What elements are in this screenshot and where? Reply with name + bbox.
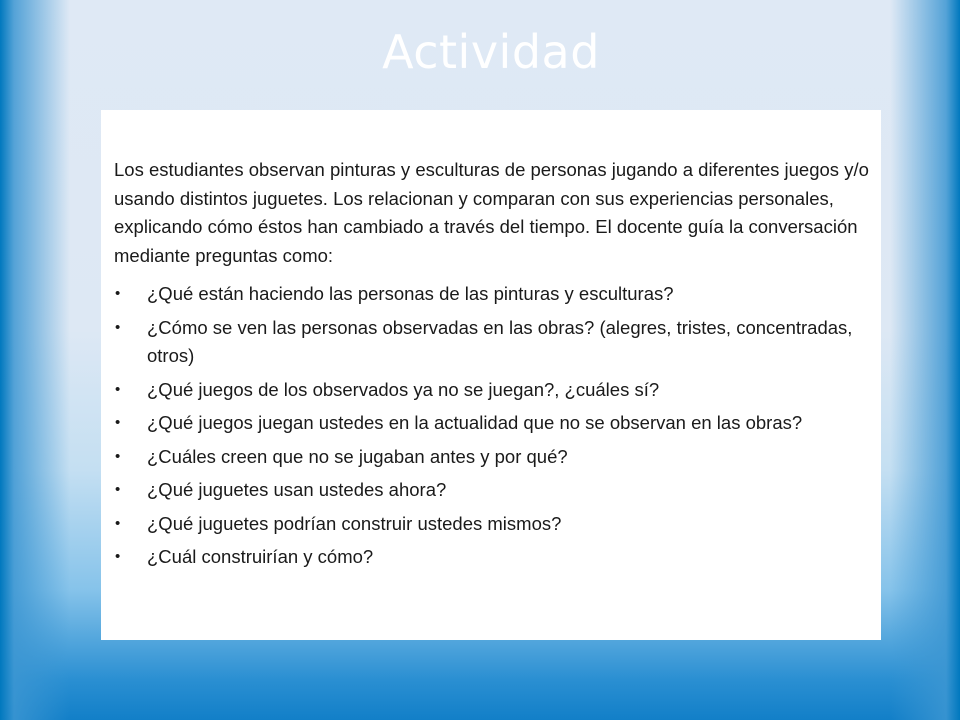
question-item bbox=[114, 443, 869, 472]
question-item bbox=[114, 314, 869, 371]
bullet-icon: • bbox=[115, 285, 121, 302]
question-text: ¿Qué están haciendo las personas de las pinturas y esculturas? bbox=[147, 283, 674, 304]
bullet-icon: • bbox=[115, 414, 121, 431]
question-text: ¿Cuál construirían y cómo? bbox=[147, 546, 374, 567]
question-item bbox=[114, 376, 869, 405]
question-text: ¿Qué juegos juegan ustedes en la actualidad que no se observan en las obras? bbox=[147, 412, 803, 433]
question-text: ¿Qué juegos de los observados ya no se juegan?, ¿cuáles sí? bbox=[147, 378, 660, 400]
question-item bbox=[114, 510, 869, 539]
question-item bbox=[114, 409, 869, 438]
bullet-icon: • bbox=[115, 318, 121, 336]
bullet-icon: • bbox=[115, 514, 121, 532]
bullet-icon: • bbox=[115, 447, 121, 465]
question-item bbox=[114, 476, 869, 505]
question-text: ¿Qué juguetes podrían construir ustedes mismos? bbox=[147, 512, 562, 534]
bullet-icon: • bbox=[115, 380, 121, 398]
question-item bbox=[114, 543, 869, 572]
question-list bbox=[114, 280, 869, 572]
content-box bbox=[101, 110, 881, 640]
question-text: ¿Cómo se ven las personas observadas en las obras? (alegres, tristes, concentradas, otros) bbox=[147, 316, 853, 366]
question-text: ¿Qué juguetes usan ustedes ahora? bbox=[147, 479, 447, 500]
bullet-icon: • bbox=[115, 481, 121, 498]
intro-paragraph: Los estudiantes observan pinturas y esculturas de personas jugando a diferentes juegos y/o usando distintos juguetes. Los relacionan y comparan con sus experiencias personales, explicando cómo éstos han cambiado a través del tiempo. El docente guía la conversación mediante preguntas como: bbox=[114, 159, 869, 266]
question-text: ¿Cuáles creen que no se jugaban antes y por qué? bbox=[147, 445, 568, 467]
bullet-icon: • bbox=[115, 548, 121, 565]
question-item bbox=[114, 280, 869, 309]
slide-title: Actividad bbox=[382, 25, 600, 79]
